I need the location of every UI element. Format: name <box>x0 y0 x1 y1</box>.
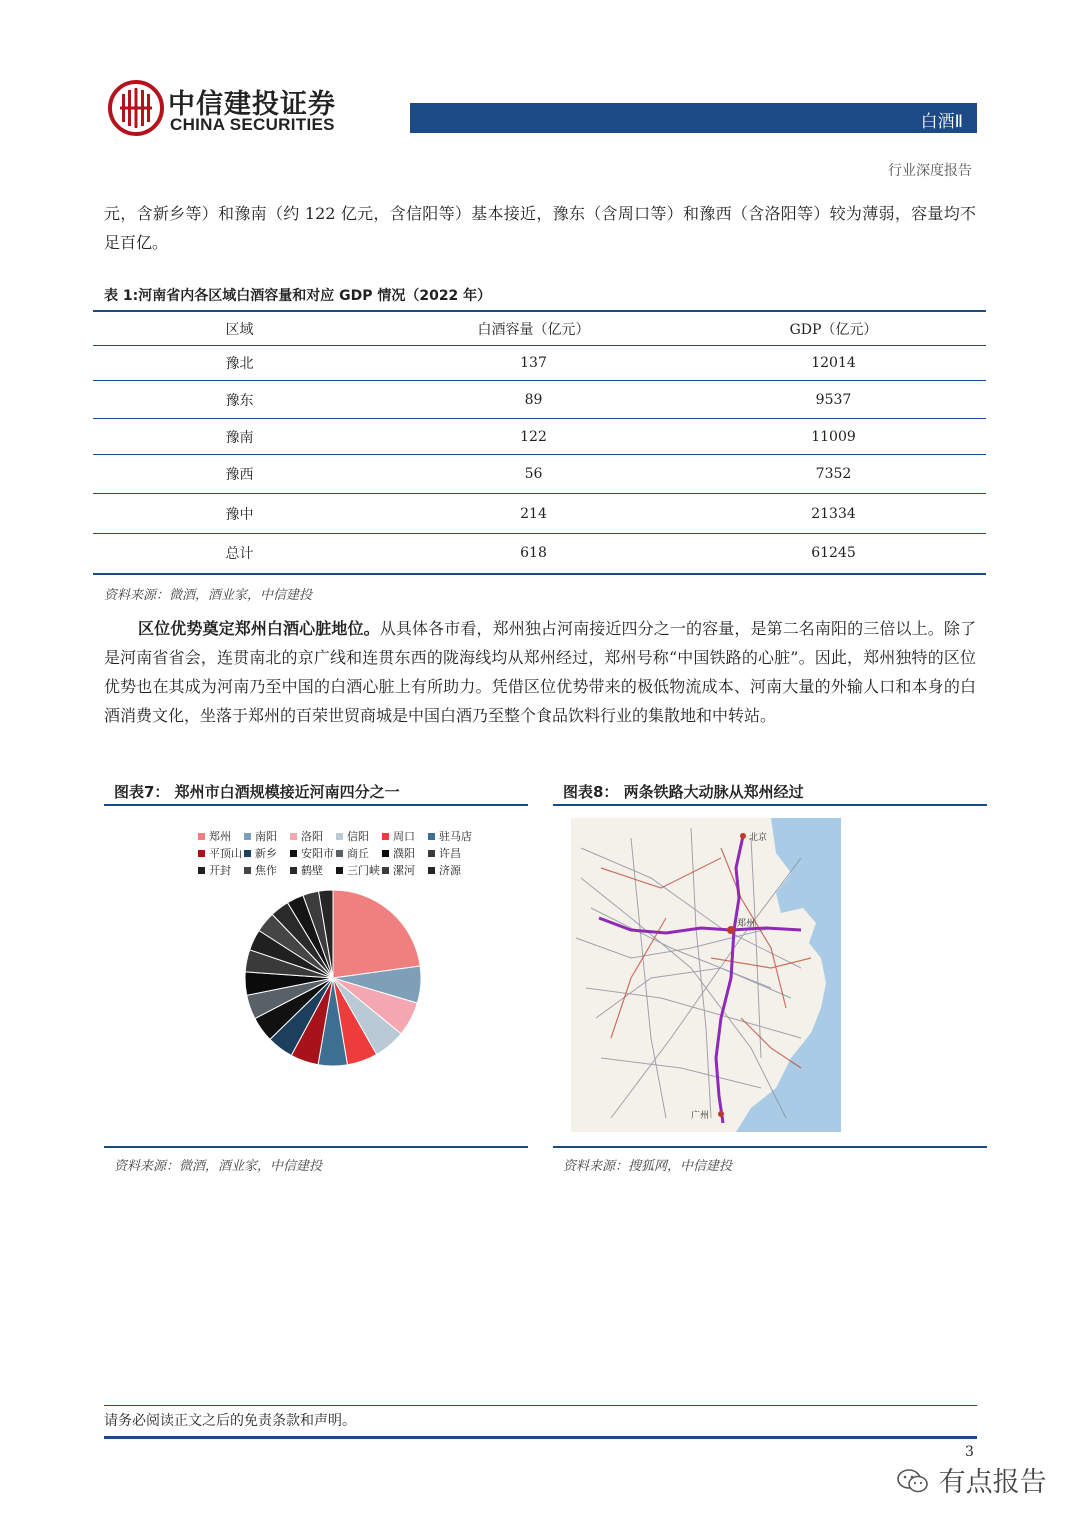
legend-item <box>382 845 415 861</box>
sector-label: 白酒Ⅱ <box>920 112 963 132</box>
map-label-zhengzhou: 郑州 <box>737 919 756 929</box>
legend-item <box>244 862 277 878</box>
cell-capacity: 122 <box>386 419 681 455</box>
legend-swatch <box>336 867 343 874</box>
legend-item <box>198 845 242 861</box>
legend-swatch <box>336 833 343 840</box>
legend-item <box>336 828 369 844</box>
figure7-caption: 图表7： 郑州市白酒规模接近河南四分之一 <box>114 783 400 801</box>
figure8-top-rule <box>553 804 987 806</box>
sector-banner <box>410 103 977 133</box>
legend-label: 驻马店 <box>439 830 472 843</box>
beijing-dot <box>740 833 746 839</box>
legend-label: 新乡 <box>255 847 277 860</box>
cell-gdp: 12014 <box>681 346 986 381</box>
legend-label: 濮阳 <box>393 847 415 860</box>
legend-item <box>290 828 323 844</box>
guangzhou-dot <box>718 1111 724 1117</box>
footer-rule-thin <box>104 1405 977 1406</box>
legend-item <box>244 845 277 861</box>
legend-swatch <box>290 850 297 857</box>
legend-label: 洛阳 <box>301 830 323 843</box>
body-paragraph <box>104 614 976 730</box>
pie-chart <box>240 885 426 1071</box>
company-logo <box>108 80 164 136</box>
table-row <box>93 381 986 419</box>
legend-swatch <box>244 833 251 840</box>
map-label-beijing: 北京 <box>749 833 768 843</box>
legend-item <box>198 828 231 844</box>
legend-swatch <box>198 850 205 857</box>
cell-gdp: 9537 <box>681 381 986 419</box>
watermark-text: 有点报告 <box>938 1467 1047 1498</box>
figure8-source: 资料来源：搜狐网，中信建投 <box>563 1159 733 1174</box>
legend-item <box>382 828 415 844</box>
table-row <box>93 534 986 574</box>
cell-gdp: 21334 <box>681 494 986 534</box>
intro-paragraph: 元，含新乡等）和豫南（约 122 亿元，含信阳等）基本接近，豫东（含周口等）和豫西（含洛阳等）较为薄弱，容量均不足百亿。 <box>104 204 976 252</box>
cell-capacity: 137 <box>386 346 681 381</box>
body-text: 从具体各市看，郑州独占河南接近四分之一的容量，是第二名南阳的三倍以上。除了是河南省省会，连贯南北的京广线和连贯东西的陇海线均从郑州经过，郑州号称“中国铁路的心脏”。因此，郑州独特的区位优势也在其成为河南乃至中国的白酒心脏上有所助力。凭借区位优势带来的极低物流成本、河南大量的外输人口和本身的白酒消费文化，坐落于郑州的百荣世贸商城是中国白酒乃至整个食品饮料行业的集散地和中转站。 <box>104 619 976 725</box>
report-type: 行业深度报告 <box>888 163 972 179</box>
table-row <box>93 455 986 494</box>
legend-label: 郑州 <box>209 830 231 843</box>
company-name-cn: 中信建投证券 <box>168 89 336 120</box>
table-row <box>93 494 986 534</box>
legend-swatch <box>382 833 389 840</box>
legend-item <box>428 845 461 861</box>
page-number: 3 <box>965 1444 974 1460</box>
legend-label: 开封 <box>209 864 231 877</box>
cell-region: 豫北 <box>93 346 386 381</box>
legend-label: 周口 <box>393 830 415 843</box>
header-capacity: 白酒容量（亿元） <box>386 311 681 346</box>
cell-gdp: 61245 <box>681 534 986 574</box>
legend-item <box>198 862 231 878</box>
legend-label: 许昌 <box>439 847 461 860</box>
cell-region: 豫西 <box>93 455 386 494</box>
figure7-top-rule <box>104 804 528 806</box>
legend-swatch <box>382 867 389 874</box>
cell-gdp: 11009 <box>681 419 986 455</box>
railway-map <box>571 818 841 1132</box>
cell-gdp: 7352 <box>681 455 986 494</box>
wechat-icon <box>896 1467 930 1495</box>
legend-label: 南阳 <box>255 830 277 843</box>
cell-region: 豫中 <box>93 494 386 534</box>
header-gdp: GDP（亿元） <box>681 311 986 346</box>
cell-region: 豫南 <box>93 419 386 455</box>
cell-capacity: 56 <box>386 455 681 494</box>
cell-region: 豫东 <box>93 381 386 419</box>
legend-swatch <box>198 867 205 874</box>
legend-label: 焦作 <box>255 864 277 877</box>
legend-item <box>290 862 323 878</box>
footer-rule-thick <box>104 1436 977 1439</box>
table-caption: 表 1:河南省内各区域白酒容量和对应 GDP 情况（2022 年） <box>104 288 492 304</box>
figure7-source: 资料来源：微酒，酒业家，中信建投 <box>114 1159 323 1174</box>
legend-item <box>336 845 369 861</box>
table-row <box>93 346 986 381</box>
legend-swatch <box>336 850 343 857</box>
footer-disclaimer: 请务必阅读正文之后的免责条款和声明。 <box>104 1413 356 1429</box>
legend-label: 信阳 <box>347 830 369 843</box>
legend-label: 漯河 <box>393 864 415 877</box>
legend-swatch <box>198 833 205 840</box>
legend-swatch <box>244 850 251 857</box>
table-source: 资料来源：微酒，酒业家，中信建投 <box>104 588 313 603</box>
zhengzhou-dot <box>727 926 735 934</box>
legend-item <box>244 828 277 844</box>
legend-swatch <box>244 867 251 874</box>
figure7-bottom-rule <box>104 1146 528 1148</box>
legend-swatch <box>428 867 435 874</box>
legend-item <box>428 862 461 878</box>
capacity-gdp-table <box>93 310 986 575</box>
legend-swatch <box>428 850 435 857</box>
legend-swatch <box>382 850 389 857</box>
figure8-caption: 图表8： 两条铁路大动脉从郑州经过 <box>563 783 804 801</box>
figure8-bottom-rule <box>553 1146 987 1148</box>
legend-swatch <box>428 833 435 840</box>
cell-capacity: 89 <box>386 381 681 419</box>
table-row <box>93 419 986 455</box>
legend-label: 安阳市 <box>301 847 334 860</box>
cell-capacity: 214 <box>386 494 681 534</box>
legend-swatch <box>290 833 297 840</box>
legend-item <box>336 862 380 878</box>
legend-label: 济源 <box>439 864 461 877</box>
body-lead: 区位优势奠定郑州白酒心脏地位。 <box>138 619 380 638</box>
legend-label: 三门峡 <box>347 864 380 877</box>
pie-slice-1 <box>333 890 420 978</box>
legend-label: 平顶山 <box>209 847 242 860</box>
cell-capacity: 618 <box>386 534 681 574</box>
legend-item <box>428 828 472 844</box>
legend-swatch <box>290 867 297 874</box>
legend-label: 商丘 <box>347 847 369 860</box>
legend-label: 鹤壁 <box>301 864 323 877</box>
watermark <box>896 1460 1047 1499</box>
header-region: 区域 <box>93 311 386 346</box>
cell-region: 总计 <box>93 534 386 574</box>
company-name-en: CHINA SECURITIES <box>170 115 335 134</box>
table-header-row <box>93 311 986 346</box>
legend-item <box>382 862 415 878</box>
legend-item <box>290 845 334 861</box>
map-label-guangzhou: 广州 <box>691 1111 710 1121</box>
